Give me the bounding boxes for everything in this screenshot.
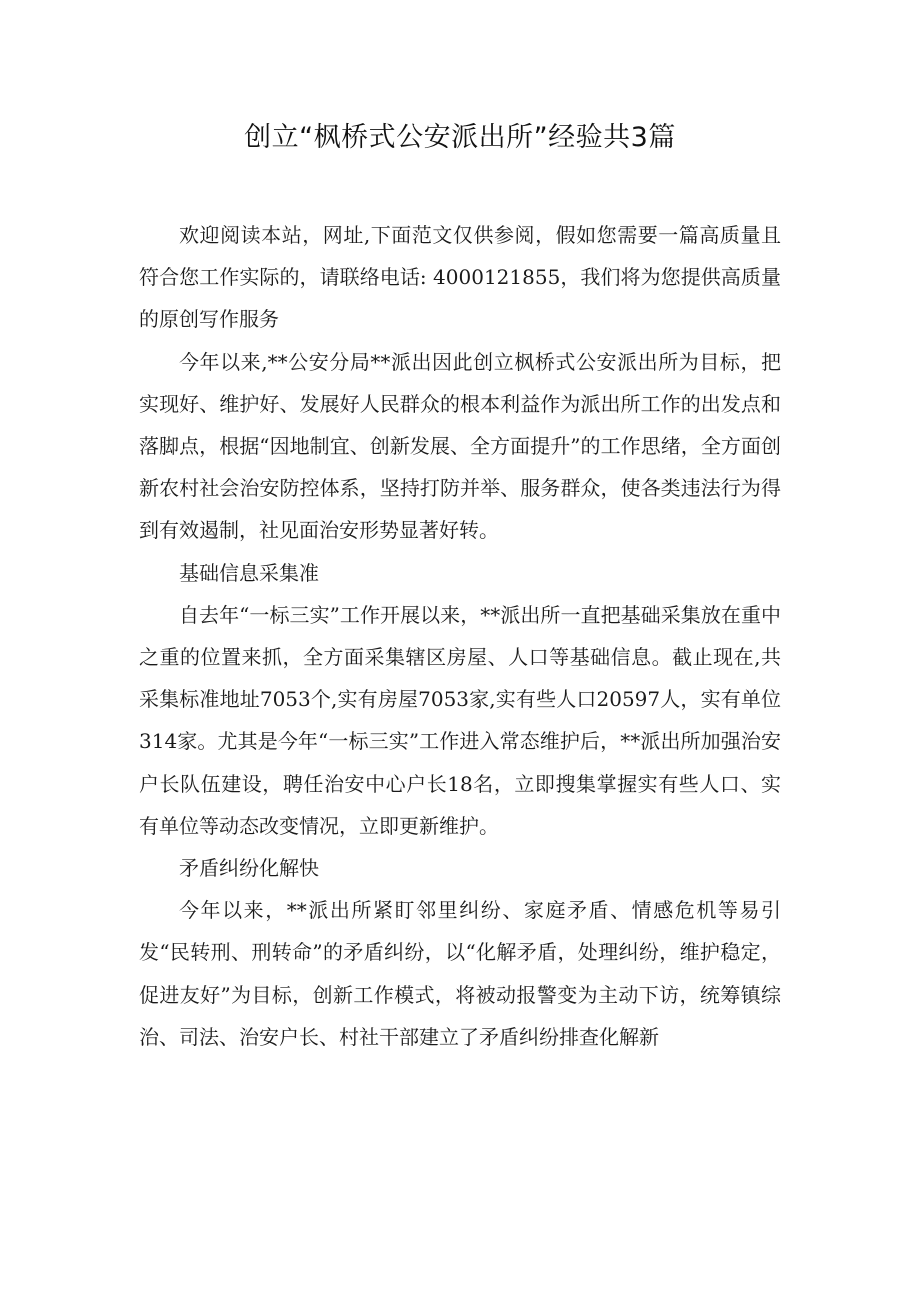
body-paragraph: 今年以来,**公安分局**派出因此创立枫桥式公安派出所为目标，把实现好、维护好、发展好人民群众的根本利益作为派出所工作的出发点和落脚点，根据“因地制宜、创新发展、全方面提升”的工作思绪，全方面创新农村社会治安防控体系，坚持打防并举、服务群众，使各类违法行为得到有效遏制，社见面治安形势显著好转。 (139, 349, 781, 543)
document-body (139, 214, 781, 1058)
document-title: 创立“枫桥式公安派出所”经验共3篇 (244, 122, 676, 153)
section-heading: 基础信息采集准 (179, 560, 319, 585)
body-paragraph: 自去年“一标三实”工作开展以来，**派出所一直把基础采集放在重中之重的位置来抓，全方面采集辖区房屋、人口等基础信息。截止现在,共采集标准地址7053个,实有房屋7053家,实有些人口20597人，实有单位314家。尤其是今年“一标三实”工作进入常态维护后，**派出所加强治安户长队伍建设，聘任治安中心户长18名，立即搜集掌握实有些人口、实有单位等动态改变情况，立即更新维护。 (139, 602, 781, 838)
body-paragraph: 今年以来，**派出所紧盯邻里纠纷、家庭矛盾、情感危机等易引发“民转刑、刑转命”的矛盾纠纷，以“化解矛盾，处理纠纷，维护稳定，促进友好”为目标，创新工作模式，将被动报警变为主动下访，统筹镇综治、司法、治安户长、村社干部建立了矛盾纠纷排查化解新 (139, 898, 781, 1049)
intro-paragraph: 欢迎阅读本站，网址,下面范文仅供参阅，假如您需要一篇高质量且符合您工作实际的，请联络电话: 4000121855，我们将为您提供高质量的原创写作服务 (139, 223, 781, 332)
section-heading: 矛盾纠纷化解快 (179, 856, 319, 881)
